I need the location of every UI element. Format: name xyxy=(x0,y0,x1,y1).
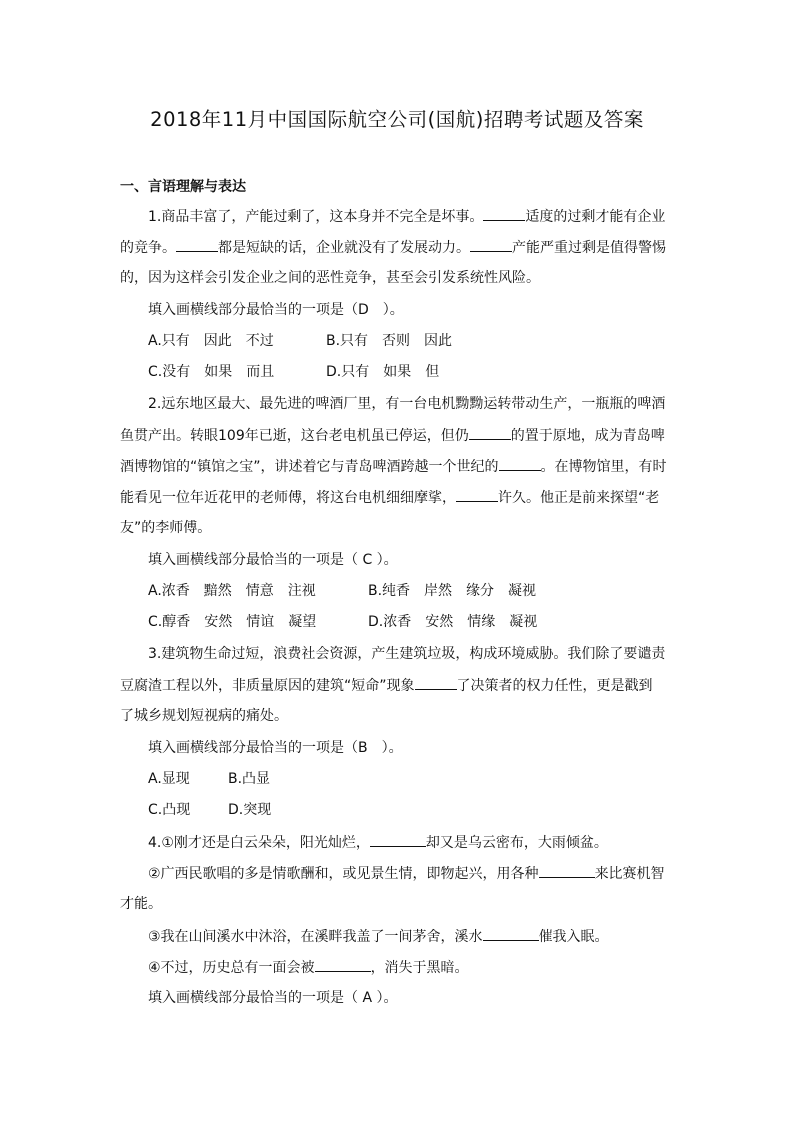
q1-option-a: A.只有 因此 不过 xyxy=(148,333,274,349)
q2-option-a: A.浓香 黯然 情意 注视 xyxy=(148,583,316,599)
q3-prompt: 填入画横线部分最恰当的一项是（B ）。 xyxy=(148,740,403,756)
q1-line-2: 的竞争。 都是短缺的话，企业就没有了发展动力。 产能严重过剩是值得警惕 xyxy=(120,237,666,258)
q1-prompt: 填入画横线部分最恰当的一项是（D ）。 xyxy=(148,302,404,318)
q2-line-1: 2.远东地区最大、最先进的啤酒厂里，有一台电机黝黝运转带动生产，一瓶瓶的啤酒 xyxy=(148,396,666,412)
q2-option-d: D.浓香 安然 情缘 凝视 xyxy=(368,614,538,630)
q2-prompt: 填入画横线部分最恰当的一项是（ C ）。 xyxy=(148,552,398,568)
blank xyxy=(470,237,512,252)
q1-option-c: C.没有 如果 而且 xyxy=(148,364,275,380)
q2-option-c: C.醇香 安然 情谊 凝望 xyxy=(148,614,317,630)
blank xyxy=(483,206,525,221)
q4-sentence-4: ④不过，历史总有一面会被 ，消失于黑暗。 xyxy=(148,957,469,978)
blank xyxy=(469,425,511,440)
q3-line-3: 了城乡规划短视病的痛处。 xyxy=(120,708,288,724)
blank xyxy=(483,926,539,941)
q3-line-2: 豆腐渣工程以外，非质量原因的建筑“短命”现象 了决策者的权力任性，更是戳到 xyxy=(120,675,653,696)
document-title: 2018年11月中国国际航空公司(国航)招聘考试题及答案 xyxy=(150,108,644,131)
blank xyxy=(456,487,498,502)
blank xyxy=(539,863,595,878)
section-heading: 一、言语理解与表达 xyxy=(120,179,246,195)
blank xyxy=(370,832,426,847)
q3-option-a: A.显现 xyxy=(148,771,190,787)
q1-line-3: 的，因为这样会引发企业之间的恶性竞争，甚至会引发系统性风险。 xyxy=(120,270,540,286)
blank xyxy=(499,456,541,471)
q2-line-2: 鱼贯产出。转眼109年已逝，这台老电机虽已停运，但仍 的置于原地，成为青岛啤 xyxy=(120,425,665,446)
q4-sentence-2-cont: 才能。 xyxy=(120,896,162,912)
q2-option-b: B.纯香 岸然 缘分 凝视 xyxy=(368,583,537,599)
q3-option-c: C.凸现 xyxy=(148,802,191,818)
q3-option-b: B.凸显 xyxy=(228,771,271,787)
q3-line-1: 3.建筑物生命过短，浪费社会资源，产生建筑垃圾，构成环境威胁。我们除了要谴责 xyxy=(148,646,666,662)
q2-line-4: 能看见一位年近花甲的老师傅，将这台电机细细摩挲， 许久。他正是前来探望“老 xyxy=(120,487,659,508)
q4-sentence-2: ②广西民歌唱的多是情歌酬和，或见景生情，即物起兴，用各种 来比赛机智 xyxy=(148,863,665,884)
blank xyxy=(315,957,371,972)
blank xyxy=(415,675,457,690)
q4-sentence-1: 4.①刚才还是白云朵朵，阳光灿烂， 却又是乌云密布，大雨倾盆。 xyxy=(148,832,608,853)
q2-line-3: 酒博物馆的“镇馆之宝”，讲述着它与青岛啤酒跨越一个世纪的 。在博物馆里，有时 xyxy=(120,456,667,477)
q4-sentence-3: ③我在山间溪水中沐浴，在溪畔我盖了一间茅舍，溪水 催我入眠。 xyxy=(148,926,609,947)
blank xyxy=(176,237,218,252)
q1-line-1: 1.商品丰富了，产能过剩了，这本身并不完全是坏事。 适度的过剩才能有企业 xyxy=(148,206,665,227)
q2-line-5: 友”的李师傅。 xyxy=(120,520,212,536)
q4-prompt: 填入画横线部分最恰当的一项是（ A ）。 xyxy=(148,990,398,1006)
q3-option-d: D.突现 xyxy=(228,802,272,818)
q1-option-b: B.只有 否则 因此 xyxy=(326,333,453,349)
q1-option-d: D.只有 如果 但 xyxy=(326,364,440,380)
